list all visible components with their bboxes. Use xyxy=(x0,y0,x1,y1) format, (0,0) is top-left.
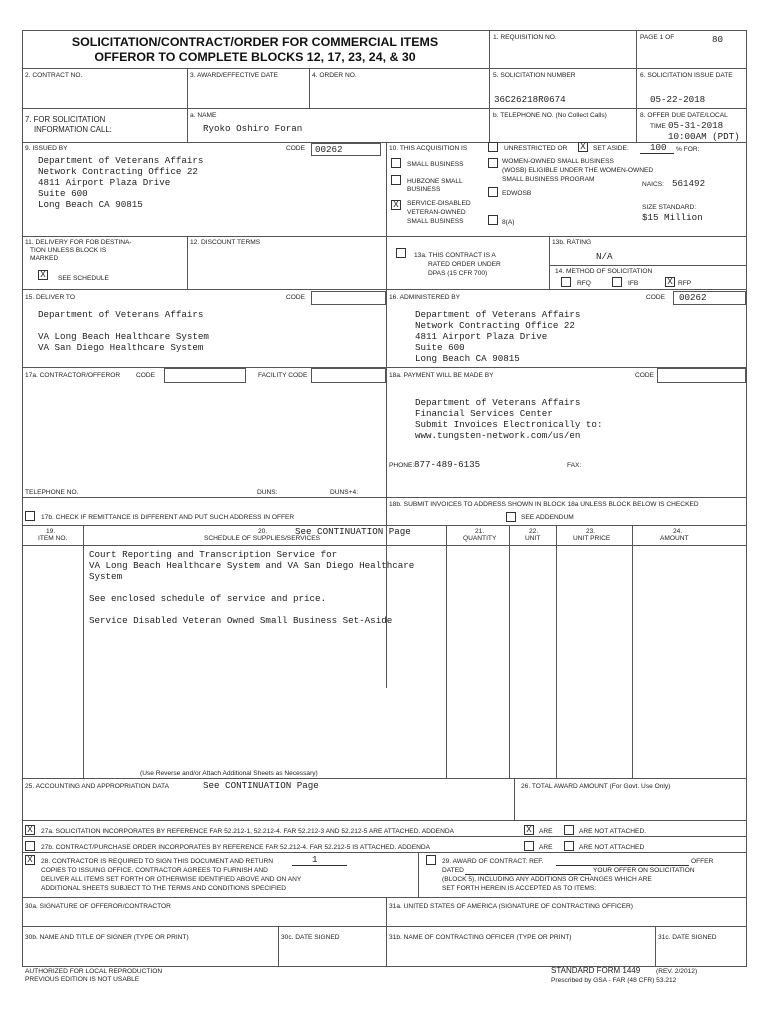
8a-checkbox[interactable] xyxy=(488,215,498,225)
unrestricted-label: UNRESTRICTED OR xyxy=(504,145,568,152)
rule xyxy=(309,68,310,108)
signature-offeror-label: 30a. SIGNATURE OF OFFEROR/CONTRACTOR xyxy=(25,903,171,910)
rule xyxy=(632,525,633,778)
payment-label: 18a. PAYMENT WILL BE MADE BY xyxy=(389,372,494,379)
rule xyxy=(446,525,447,778)
rated-order-label-3: DPAS (15 CFR 700) xyxy=(428,270,488,277)
remittance-label: 17b. CHECK IF REMITTANCE IS DIFFERENT AND PUT SUCH ADDRESS IN OFFER xyxy=(41,514,295,521)
form-title-line1: SOLICITATION/CONTRACT/ORDER FOR COMMERCIAL ITEMS xyxy=(71,35,439,49)
naics-label: NAICS: xyxy=(642,181,664,188)
28-line-3: DELIVER ALL ITEMS SET FORTH OR OTHERWISE IDENTIFIED ABOVE AND ON ANY xyxy=(41,876,302,883)
28-line-4: ADDITIONAL SHEETS SUBJECT TO THE TERMS AND CONDITIONS SPECIFIED xyxy=(41,885,286,892)
col-19-num: 19. xyxy=(46,528,56,535)
fax-label: FAX: xyxy=(567,462,582,469)
col-23-label: UNIT PRICE xyxy=(573,535,611,542)
rule xyxy=(22,897,747,898)
col-24-num: 24. xyxy=(673,528,683,535)
27a-are-label: ARE xyxy=(539,828,553,835)
small-business-label: SMALL BUSINESS xyxy=(407,161,464,168)
admin-code-label: CODE xyxy=(646,294,666,301)
accounting-value: See CONTINUATION Page xyxy=(203,780,319,791)
officer-date-label: 31c. DATE SIGNED xyxy=(658,934,717,941)
wosb-label-2: (WOSB) ELIGIBLE UNDER THE WOMEN-OWNED xyxy=(502,167,654,174)
27a-checkbox[interactable]: X xyxy=(25,825,35,835)
27a-are-not-label: ARE NOT ATTACHED. xyxy=(579,828,647,835)
29-your-offer: YOUR OFFER ON SOLICITATION xyxy=(593,867,695,874)
col-21-num: 21. xyxy=(475,528,485,535)
solicitation-number-value: 36C26218R0674 xyxy=(494,94,566,105)
sdvosb-label-3: SMALL BUSINESS xyxy=(407,218,464,225)
rule xyxy=(22,142,747,143)
accounting-label: 25. ACCOUNTING AND APPROPRIATION DATA xyxy=(25,783,169,790)
contractor-code-label: CODE xyxy=(136,372,156,379)
rfq-label: RFQ xyxy=(577,280,591,287)
issue-date-value: 05-22-2018 xyxy=(650,94,706,105)
page-label: PAGE 1 OF xyxy=(640,34,675,41)
col-23-num: 23. xyxy=(586,528,596,535)
facility-code-label: FACILITY CODE xyxy=(258,372,308,379)
underline xyxy=(292,865,347,866)
29-checkbox[interactable] xyxy=(426,855,436,865)
rule xyxy=(22,289,747,290)
total-award-label: 26. TOTAL AWARD AMOUNT (For Govt. Use Only) xyxy=(521,783,671,790)
27b-are-label: ARE xyxy=(539,844,553,851)
issued-by-code: 00262 xyxy=(315,144,343,155)
27b-are-not-label: ARE NOT ATTACHED xyxy=(579,844,645,851)
fob-label-2: TION UNLESS BLOCK IS xyxy=(30,247,107,254)
col-24-label: AMOUNT xyxy=(660,535,689,542)
award-date-label: 3. AWARD/EFFECTIVE DATE xyxy=(190,72,279,79)
payment-code-label: CODE xyxy=(635,372,655,379)
signer-name-label: 30b. NAME AND TITLE OF SIGNER (TYPE OR PRINT) xyxy=(25,934,189,941)
phone-label: PHONE: xyxy=(389,462,415,469)
edwosb-label: EDWOSB xyxy=(502,190,532,197)
27a-are-not-checkbox[interactable] xyxy=(564,825,574,835)
set-aside-percent: 100 xyxy=(650,142,667,153)
rated-order-checkbox[interactable] xyxy=(396,248,406,258)
rule xyxy=(514,778,515,820)
col-20-label: SCHEDULE OF SUPPLIES/SERVICES xyxy=(204,535,321,542)
hubzone-checkbox[interactable] xyxy=(391,175,401,185)
rule xyxy=(83,525,84,778)
rule xyxy=(549,265,746,266)
27b-are-not-checkbox[interactable] xyxy=(564,841,574,851)
rule xyxy=(22,108,747,109)
ifb-label: IFB xyxy=(628,280,639,287)
see-addendum-label: SEE ADDENDUM xyxy=(521,514,574,521)
wosb-checkbox[interactable] xyxy=(488,158,498,168)
duns-label: DUNS: xyxy=(257,489,278,496)
ifb-checkbox[interactable] xyxy=(612,277,622,287)
sdvosb-label-2: VETERAN-OWNED xyxy=(407,209,466,216)
contract-no-label: 2. CONTRACT NO. xyxy=(25,72,83,79)
edwosb-checkbox[interactable] xyxy=(488,187,498,197)
rule xyxy=(386,897,387,966)
unrestricted-checkbox[interactable] xyxy=(488,142,498,152)
see-schedule-label: SEE SCHEDULE xyxy=(58,275,109,282)
rule xyxy=(655,926,656,966)
hubzone-label-2: BUSINESS xyxy=(407,186,441,193)
29-dated: DATED xyxy=(442,867,464,874)
underline xyxy=(640,153,674,154)
8a-label: 8(A) xyxy=(502,219,515,226)
rule xyxy=(22,68,747,69)
wosb-label-1: WOMEN-OWNED SMALL BUSINESS xyxy=(502,158,614,165)
27a-are-checkbox[interactable]: X xyxy=(524,825,534,835)
col-19-label: ITEM NO. xyxy=(38,535,68,542)
rfp-label: RFP xyxy=(678,280,692,287)
footer-prescribed: Prescribed by GSA - FAR (48 CFR) 53.212 xyxy=(551,977,677,984)
col-22-num: 22. xyxy=(529,528,539,535)
discount-terms-label: 12. DISCOUNT TERMS xyxy=(190,239,261,246)
name-label: a. NAME xyxy=(190,112,217,119)
footer-revision: (REV. 2/2012) xyxy=(656,968,698,975)
rule xyxy=(549,236,550,289)
size-standard-label: SIZE STANDARD: xyxy=(642,204,697,211)
issue-date-label: 6. SOLICITATION ISSUE DATE xyxy=(640,72,733,79)
27b-label: 27b. CONTRACT/PURCHASE ORDER INCORPORATES BY REFERENCE FAR 52.212-4. FAR 52.212-5 IS ATTACHED. ADDENDA xyxy=(41,844,431,851)
issued-by-label: 9. ISSUED BY xyxy=(25,145,68,152)
form-title-line2: OFFEROR TO COMPLETE BLOCKS 12, 17, 23, 24, & 30 xyxy=(94,50,416,64)
27a-label: 27a. SOLICITATION INCORPORATES BY REFERENCE FAR 52.212-1, 52.212-4. FAR 52.212-3 AND 52.212-5 ARE ATTACHED. ADDENDA xyxy=(41,828,454,835)
solicitation-number-label: 5. SOLICITATION NUMBER xyxy=(493,72,576,79)
rule xyxy=(187,68,188,108)
rated-order-label-1: 13a. THIS CONTRACT IS A xyxy=(414,252,496,259)
rated-order-label-2: RATED ORDER UNDER xyxy=(428,261,501,268)
schedule-description: Court Reporting and Transcription Service for VA Long Beach Healthcare System and VA San Diego Healthcare System See enclosed schedule of service and price. Service Disabled Veteran Owned Small Business Set-Aside xyxy=(89,549,415,626)
payment-address: Department of Veterans Affairs Financial Services Center Submit Invoices Electronically to: www.tungsten-network.com/us/en xyxy=(415,397,603,441)
footer-form-number: STANDARD FORM 1449 xyxy=(551,966,641,975)
see-addendum-checkbox[interactable] xyxy=(506,512,516,522)
administered-by-address: Department of Veterans Affairs Network Contracting Office 22 4811 Airport Plaza Drive Suite 600 Long Beach CA 90815 xyxy=(415,309,581,364)
remittance-checkbox[interactable] xyxy=(25,511,35,521)
deliver-to-label: 15. DELIVER TO xyxy=(25,294,75,301)
28-line-1: 28. CONTRACTOR IS REQUIRED TO SIGN THIS DOCUMENT AND RETURN xyxy=(41,858,274,865)
rule xyxy=(556,525,557,778)
deliver-to-address: Department of Veterans Affairs VA Long Beach Healthcare System VA San Diego Healthcare System xyxy=(38,309,209,353)
rule xyxy=(22,30,23,967)
set-aside-checkbox[interactable]: X xyxy=(578,142,588,152)
size-standard-value: $15 Million xyxy=(642,212,703,223)
29-line-4: SET FORTH HEREIN IS ACCEPTED AS TO ITEMS: xyxy=(442,885,597,892)
contractor-label: 17a. CONTRACTOR/OFFEROR xyxy=(25,372,121,379)
col-20-num: 20. xyxy=(258,528,268,535)
rule xyxy=(22,926,747,927)
27b-checkbox[interactable] xyxy=(25,841,35,851)
phone-value: 877-489-6135 xyxy=(414,459,481,470)
rule xyxy=(22,820,747,821)
rfq-checkbox[interactable] xyxy=(561,277,571,287)
27b-are-checkbox[interactable] xyxy=(524,841,534,851)
date-signed-label: 30c. DATE SIGNED xyxy=(281,934,340,941)
hubzone-label-1: HUBZONE SMALL xyxy=(407,178,463,185)
rule xyxy=(746,30,747,967)
time-label: TIME xyxy=(650,123,666,130)
percent-for-label: % FOR: xyxy=(676,146,700,153)
deliver-code-box xyxy=(311,291,386,305)
28-checkbox[interactable]: X xyxy=(25,855,35,865)
set-aside-label: SET ASIDE: xyxy=(593,145,629,152)
rule xyxy=(22,778,747,779)
rule xyxy=(22,30,747,31)
rule xyxy=(278,926,279,966)
29-line-3: (BLOCK 5), INCLUDING ANY ADDITIONS OR CHANGES WHICH ARE xyxy=(442,876,652,883)
submit-invoices-label: 18b. SUBMIT INVOICES TO ADDRESS SHOWN IN BLOCK 18a UNLESS BLOCK BELOW IS CHECKED xyxy=(389,501,699,508)
small-business-checkbox[interactable] xyxy=(391,158,401,168)
rule xyxy=(22,236,747,237)
offer-due-label: 8. OFFER DUE DATE/LOCAL xyxy=(640,112,728,119)
code-label: CODE xyxy=(286,145,306,152)
see-schedule-checkbox[interactable]: X xyxy=(38,270,48,280)
requisition-no-label: 1. REQUISITION NO. xyxy=(493,34,557,41)
28-line-2: COPIES TO ISSUING OFFICE. CONTRACTOR AGREES TO FURNISH AND xyxy=(41,867,268,874)
issued-by-address: Department of Veterans Affairs Network Contracting Office 22 4811 Airport Plaza Drive Suite 600 Long Beach CA 90815 xyxy=(38,155,204,210)
officer-name-label: 31b. NAME OF CONTRACTING OFFICER (TYPE OR PRINT) xyxy=(389,934,572,941)
28-copies: 1 xyxy=(312,854,318,865)
footer-reproduction: AUTHORIZED FOR LOCAL REPRODUCTION xyxy=(25,968,163,975)
underline xyxy=(556,865,689,866)
footer-previous-edition: PREVIOUS EDITION IS NOT USABLE xyxy=(25,976,140,983)
signature-officer-label: 31a. UNITED STATES OF AMERICA (SIGNATURE OF CONTRACTING OFFICER) xyxy=(389,903,633,910)
rule xyxy=(22,836,747,837)
naics-value: 561492 xyxy=(672,178,706,189)
col-20-continuation: See CONTINUATION Page xyxy=(295,526,411,537)
rule xyxy=(489,30,490,142)
underline xyxy=(465,874,591,875)
admin-code: 00262 xyxy=(679,292,707,303)
col-21-label: QUANTITY xyxy=(463,535,497,542)
facility-code-box xyxy=(311,368,386,383)
page-total: 80 xyxy=(712,34,724,45)
reverse-note: (Use Reverse and/or Attach Additional Sheets as Necessary) xyxy=(140,770,318,777)
rating-value: N/A xyxy=(596,251,613,262)
contact-name: Ryoko Oshiro Foran xyxy=(203,123,303,134)
rule xyxy=(418,852,419,897)
col-22-label: UNIT xyxy=(525,535,541,542)
offer-due-time: 10:00AM (PDT) xyxy=(668,131,740,142)
acquisition-label: 10. THIS ACQUISITION IS xyxy=(389,145,468,152)
rule xyxy=(636,30,637,142)
rule xyxy=(22,545,747,546)
rule xyxy=(509,525,510,778)
payment-code-box xyxy=(657,368,746,383)
contractor-code-box xyxy=(164,368,246,383)
rfp-checkbox[interactable]: X xyxy=(665,277,675,287)
deliver-code-label: CODE xyxy=(286,294,306,301)
fob-label-3: MARKED xyxy=(30,255,59,262)
duns4-label: DUNS+4: xyxy=(330,489,359,496)
order-no-label: 4. ORDER NO. xyxy=(312,72,357,79)
method-label: 14. METHOD OF SOLICITATION xyxy=(555,268,653,275)
fob-label-1: 11. DELIVERY FOR FOB DESTINA- xyxy=(25,239,132,246)
wosb-label-3: SMALL BUSINESS PROGRAM xyxy=(502,176,595,183)
rule xyxy=(22,852,747,853)
rating-label: 13b. RATING xyxy=(552,239,592,246)
telephone-no-label: TELEPHONE NO. xyxy=(25,489,79,496)
administered-by-label: 16. ADMINISTERED BY xyxy=(389,294,461,301)
sdvosb-checkbox[interactable]: X xyxy=(391,200,401,210)
telephone-label: b. TELEPHONE NO. (No Collect Calls) xyxy=(493,112,607,119)
rule xyxy=(187,108,188,142)
sdvosb-label-1: SERVICE-DISABLED xyxy=(407,200,471,207)
29-offer: OFFER xyxy=(691,858,714,865)
rule xyxy=(187,236,188,289)
29-line-1: 29. AWARD OF CONTRACT: REF. xyxy=(442,858,544,865)
rule xyxy=(22,497,747,498)
offer-due-date: 05-31-2018 xyxy=(668,120,724,131)
info-call-label: 7. FOR SOLICITATION INFORMATION CALL: xyxy=(25,115,112,134)
